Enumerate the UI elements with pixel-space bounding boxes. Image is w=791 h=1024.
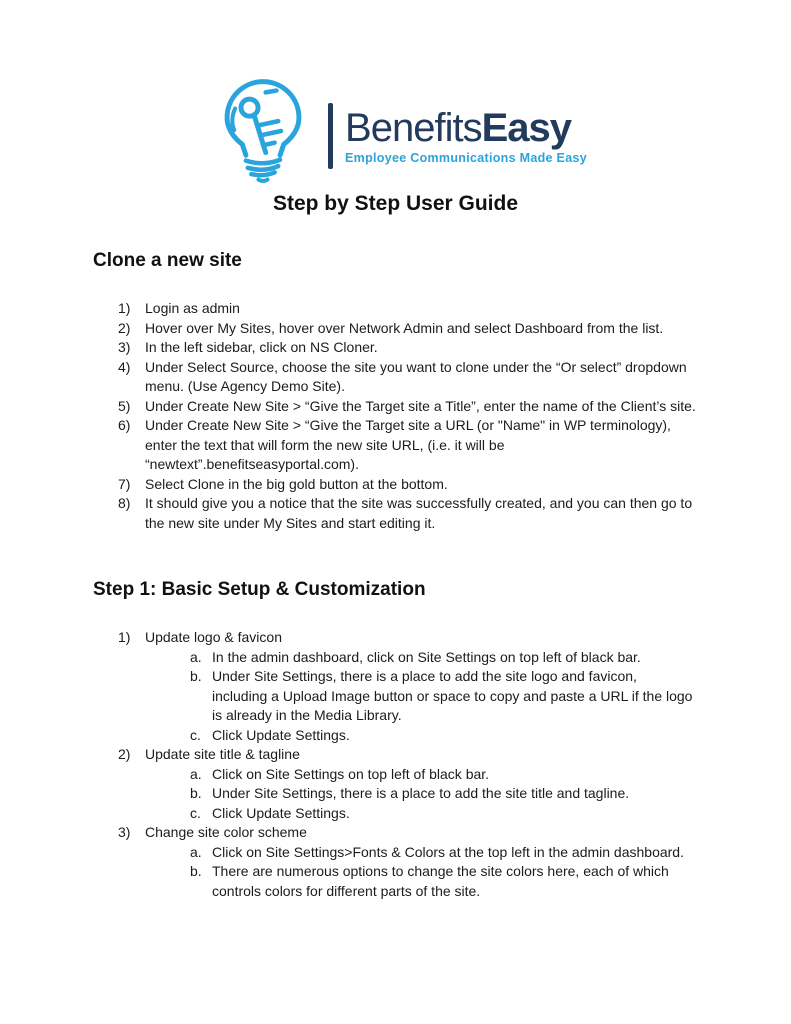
list-marker: 1)	[118, 300, 131, 316]
list-text: Under Create New Site > “Give the Target site a Title”, enter the name of the Client’s site.	[145, 397, 696, 414]
list-marker: 7)	[118, 475, 131, 492]
benefitseasy-logo	[0, 0, 791, 184]
list-marker: 4)	[118, 358, 131, 375]
list-marker: 3)	[118, 824, 131, 840]
list-text: Update site title & tagline	[145, 746, 300, 762]
list-subitem	[93, 765, 696, 785]
list-marker: 1)	[118, 629, 131, 645]
section-heading-step1: Step 1: Basic Setup & Customization	[93, 579, 426, 600]
list-text: There are numerous options to change the site colors here, each of which controls colors for different parts of the site.	[212, 863, 669, 899]
list-item	[93, 823, 696, 843]
list-item	[93, 338, 696, 358]
list-item	[93, 397, 696, 417]
list-subitem	[93, 648, 696, 668]
list-marker: 6)	[118, 417, 131, 433]
list-item	[93, 358, 696, 397]
lightbulb-key-icon	[204, 78, 322, 184]
list-text: Hover over My Sites, hover over Network Admin and select Dashboard from the list.	[145, 319, 664, 336]
list-marker: c.	[190, 804, 201, 821]
list-marker: c.	[190, 726, 201, 743]
list-item	[93, 628, 696, 648]
list-marker: 5)	[118, 397, 131, 414]
list-marker: 2)	[118, 319, 131, 336]
list-subitem	[93, 804, 696, 824]
document-body	[0, 250, 791, 901]
list-subitem	[93, 667, 696, 726]
list-marker: a.	[190, 648, 202, 665]
list-marker: b.	[190, 785, 202, 801]
list-item	[93, 299, 696, 319]
list-text: Update logo & favicon	[145, 629, 282, 645]
list-text: In the left sidebar, click on NS Cloner.	[145, 339, 378, 355]
brand-first: Benefits	[345, 105, 482, 150]
list-item	[93, 745, 696, 765]
list-marker: 2)	[118, 746, 131, 762]
brand-name	[345, 105, 587, 150]
setup-steps-list	[93, 628, 696, 901]
list-text: Click Update Settings.	[212, 804, 350, 821]
list-text: Click Update Settings.	[212, 726, 350, 743]
list-text: In the admin dashboard, click on Site Settings on top left of black bar.	[212, 648, 641, 665]
list-text: Under Create New Site > “Give the Target site a URL (or "Name" in WP terminology), enter the text that will form the new site URL, (i.e. it will be “newtext”.benefitseasyportal.com).	[145, 417, 671, 472]
brand-tagline: Employee Communications Made Easy	[345, 150, 587, 165]
list-marker: b.	[190, 863, 202, 879]
clone-steps-list	[93, 299, 696, 533]
list-marker: 8)	[118, 495, 131, 511]
list-marker: b.	[190, 668, 202, 684]
list-marker: a.	[190, 765, 202, 782]
list-text: Select Clone in the big gold button at the bottom.	[145, 475, 448, 492]
list-subitem	[93, 862, 696, 901]
section-heading-clone: Clone a new site	[93, 250, 242, 271]
list-subitem	[93, 843, 696, 863]
list-text: Click on Site Settings on top left of black bar.	[212, 765, 490, 782]
page-title: Step by Step User Guide	[272, 192, 519, 215]
list-subitem	[93, 726, 696, 746]
list-marker: a.	[190, 843, 202, 860]
list-item	[93, 475, 696, 495]
logo-divider	[328, 103, 333, 169]
list-marker: 3)	[118, 339, 131, 355]
list-text: Under Site Settings, there is a place to add the site logo and favicon, including a Upload Image button or space to copy and paste a URL if the logo is already in the Media Library.	[212, 668, 693, 723]
brand-second: Easy	[481, 105, 571, 150]
list-text: Login as admin	[145, 300, 240, 316]
list-item	[93, 494, 696, 533]
logo-text	[345, 105, 587, 165]
list-item	[93, 416, 696, 475]
list-item	[93, 319, 696, 339]
list-subitem	[93, 784, 696, 804]
list-text: Click on Site Settings>Fonts & Colors at the top left in the admin dashboard.	[212, 843, 684, 860]
list-text: Change site color scheme	[145, 824, 307, 840]
list-text: It should give you a notice that the site was successfully created, and you can then go to the new site under My Sites and start editing it.	[145, 495, 693, 531]
list-text: Under Site Settings, there is a place to add the site title and tagline.	[212, 785, 630, 801]
list-text: Under Select Source, choose the site you want to clone under the “Or select” dropdown menu. (Use Agency Demo Site).	[145, 358, 687, 394]
